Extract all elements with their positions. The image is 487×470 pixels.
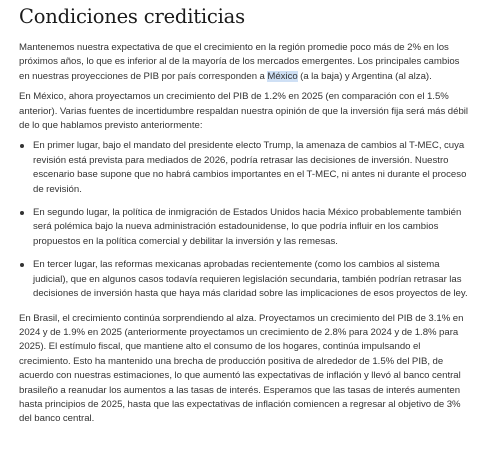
article-section bbox=[19, 4, 471, 433]
mexico-intro-paragraph: En México, ahora proyectamos un crecimiento del PIB de 1.2% en 2025 (en comparación con el 1.5% anterior). Varias fuentes de incertidumbre respaldan nuestra opinión de que la inversión fija será más débil de lo que hablamos previsto anteriormente: bbox=[19, 91, 469, 132]
intro-paragraph bbox=[19, 41, 471, 84]
brazil-paragraph: En Brasil, el crecimiento continúa sorprendiendo al alza. Proyectamos un crecimiento del PIB de 3.1% en 2024 y de 1.9% en 2025 (anteriormente proyectamos un crecimiento de 2.8% para 2024 y de 1.8% para 2025). El estímulo fiscal, que mantiene alto el consumo de los hogares, continúa impulsando el crecimiento. Esto ha mantenido una brecha de producción positiva de alrededor de 1.5% del PIB, de acuerdo con nuestras estimaciones, lo que aumentó las expectativas de inflación y llevó al banco central brasileño a reanudar los aumentos a las tasas de interés. Esperamos que las tasas de interés aumenten hasta principios de 2025, hasta que las expectativas de inflación comiencen a regresar al objetivo de 3% del banco central. bbox=[19, 312, 464, 425]
list-item bbox=[19, 258, 471, 301]
bullet-icon bbox=[20, 211, 24, 215]
list-item bbox=[19, 206, 471, 249]
highlighted-text-mexico[interactable]: México bbox=[267, 70, 298, 82]
mexico-uncertainty-list bbox=[19, 139, 471, 301]
intro-text-before: Mantenemos nuestra expectativa de que el crecimiento en la región promedie poco más de 2% en los próximos años, lo que es inferior al de la mayoría de los mercados emergentes. Los principales cambios en nuestras proyecciones de PIB por país corresponden a bbox=[19, 42, 460, 82]
bullet-icon bbox=[20, 144, 24, 148]
list-item-text: En segundo lugar, la política de inmigración de Estados Unidos hacia México probablemente también será polémica bajo la nueva administración estadounidense, lo que podría influir en los cambios propuestos en la política comercial y debilitar la inversión y las remesas. bbox=[33, 207, 462, 247]
section-title: Condiciones crediticias bbox=[19, 5, 245, 28]
bullet-icon bbox=[20, 263, 24, 267]
list-item-text: En tercer lugar, las reformas mexicanas aprobadas recientemente (como los cambios al sistema judicial), que en algunos casos todavía requieren legislación secundaria, también podrían retrasar las decisiones de inversión hasta que haya más claridad sobre las implicaciones de esos proyectos de ley. bbox=[33, 259, 468, 300]
list-item bbox=[19, 139, 471, 197]
list-item-text: En primer lugar, bajo el mandato del presidente electo Trump, la amenaza de cambios al T-MEC, cuya revisión está prevista para mediados de 2026, podría retrasar las decisiones de inversión. Nuestro escenario base supone que no habrá cambios importantes en el T-MEC, ni antes ni durante el proceso de revisión. bbox=[33, 140, 467, 195]
intro-text-after: (a la baja) y Argentina (al alza). bbox=[297, 70, 432, 82]
